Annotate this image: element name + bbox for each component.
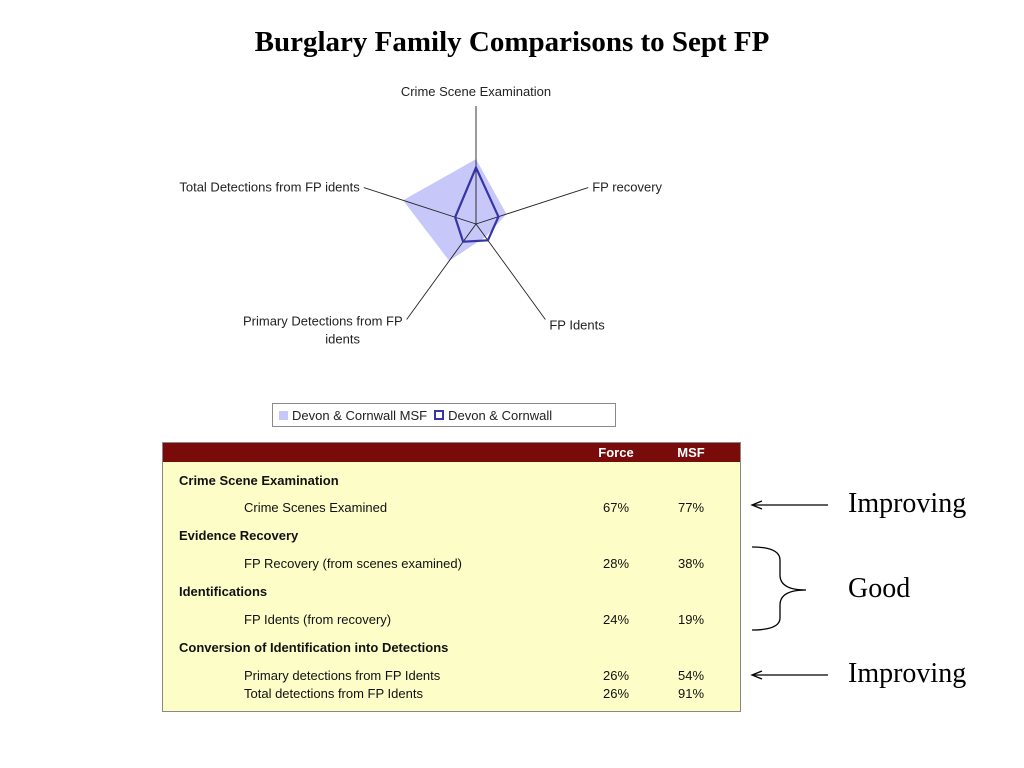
row-msf-value: 77% [677,500,705,515]
annotation-good: Good [848,573,911,604]
radar-axis-label-line: Primary Detections from FP [242,313,403,329]
row-msf-value: 91% [677,686,705,701]
row-force-value: 24% [602,612,630,627]
row-force-value: 26% [602,686,630,701]
column-header-msf: MSF [677,445,705,460]
row-label: Crime Scenes Examined [244,500,388,515]
row-label: Primary detections from FP Idents [244,668,441,683]
radar-axis-label-line: idents [325,331,360,347]
section-title: Conversion of Identification into Detections [179,640,449,655]
row-label: FP Recovery (from scenes examined) [244,556,462,571]
radar-axis-label-line: Total Detections from FP idents [179,179,360,195]
section-title: Evidence Recovery [179,528,299,543]
section-title: Identifications [179,584,268,599]
section-title: Crime Scene Examination [179,473,339,488]
annotation-improving-top: Improving [848,488,967,519]
row-label: FP Idents (from recovery) [244,612,392,627]
slide-title: Burglary Family Comparisons to Sept FP [254,26,770,58]
annotation-improving-bottom: Improving [848,658,967,689]
radar-axis-label-line: Crime Scene Examination [400,84,552,99]
row-msf-value: 54% [677,668,705,683]
column-header-force: Force [598,445,634,460]
row-force-value: 67% [602,500,630,515]
row-force-value: 26% [602,668,630,683]
legend-label-force: Devon & Cornwall [448,407,553,423]
radar-axis-label-line: FP recovery [592,179,663,195]
row-label: Total detections from FP Idents [244,686,423,701]
row-force-value: 28% [602,556,630,571]
row-msf-value: 38% [677,556,705,571]
row-msf-value: 19% [677,612,705,627]
radar-axis-label-line: FP Idents [549,317,605,333]
curly-brace-icon [752,547,806,630]
legend-label-msf: Devon & Cornwall MSF [292,407,428,423]
